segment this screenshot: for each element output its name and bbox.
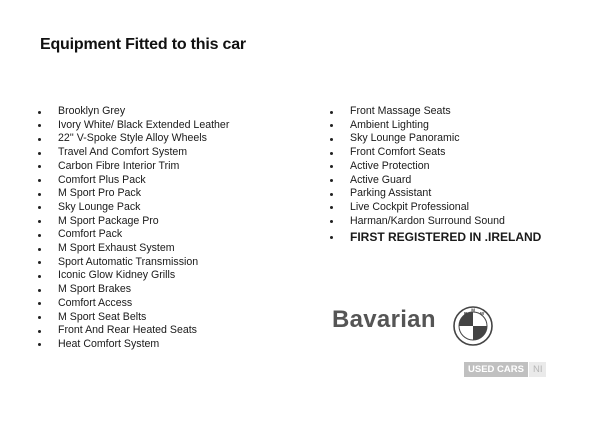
- page-title: Equipment Fitted to this car: [40, 36, 246, 53]
- equipment-item: Front And Rear Heated Seats: [38, 324, 229, 338]
- equipment-item: Heat Comfort System: [38, 338, 229, 352]
- svg-text:M: M: [471, 307, 476, 313]
- equipment-item: Ivory White/ Black Extended Leather: [38, 119, 229, 133]
- equipment-item: Front Comfort Seats: [330, 146, 541, 160]
- equipment-item: Iconic Glow Kidney Grills: [38, 269, 229, 283]
- equipment-item: Front Massage Seats: [330, 105, 541, 119]
- equipment-item: Live Cockpit Professional: [330, 201, 541, 215]
- equipment-item: Active Protection: [330, 160, 541, 174]
- equipment-item: Comfort Plus Pack: [38, 174, 229, 188]
- equipment-item: Brooklyn Grey: [38, 105, 229, 119]
- equipment-item: Sport Automatic Transmission: [38, 256, 229, 270]
- equipment-item: M Sport Exhaust System: [38, 242, 229, 256]
- equipment-item: Travel And Comfort System: [38, 146, 229, 160]
- equipment-item: Ambient Lighting: [330, 119, 541, 133]
- used-cars-badge: [464, 362, 546, 377]
- equipment-item: M Sport Package Pro: [38, 215, 229, 229]
- equipment-item: FIRST REGISTERED IN .IRELAND: [330, 230, 541, 245]
- bmw-logo-icon: [453, 306, 493, 346]
- svg-text:B: B: [464, 311, 468, 316]
- svg-text:W: W: [480, 311, 485, 316]
- equipment-item: 22'' V-Spoke Style Alloy Wheels: [38, 132, 229, 146]
- equipment-item: Comfort Access: [38, 297, 229, 311]
- equipment-item: Comfort Pack: [38, 228, 229, 242]
- equipment-item: M Sport Seat Belts: [38, 311, 229, 325]
- equipment-item: Harman/Kardon Surround Sound: [330, 215, 541, 229]
- equipment-item: M Sport Pro Pack: [38, 187, 229, 201]
- equipment-item: Sky Lounge Panoramic: [330, 132, 541, 146]
- dealer-logo: Bavarian: [332, 306, 436, 333]
- equipment-item: M Sport Brakes: [38, 283, 229, 297]
- equipment-list-left: [38, 105, 229, 352]
- equipment-item: Active Guard: [330, 174, 541, 188]
- equipment-list-right: [330, 105, 541, 245]
- equipment-item: Parking Assistant: [330, 187, 541, 201]
- equipment-item: Sky Lounge Pack: [38, 201, 229, 215]
- badge-used-label: USED CARS: [464, 362, 528, 377]
- badge-region-label: NI: [529, 362, 547, 377]
- equipment-item: Carbon Fibre Interior Trim: [38, 160, 229, 174]
